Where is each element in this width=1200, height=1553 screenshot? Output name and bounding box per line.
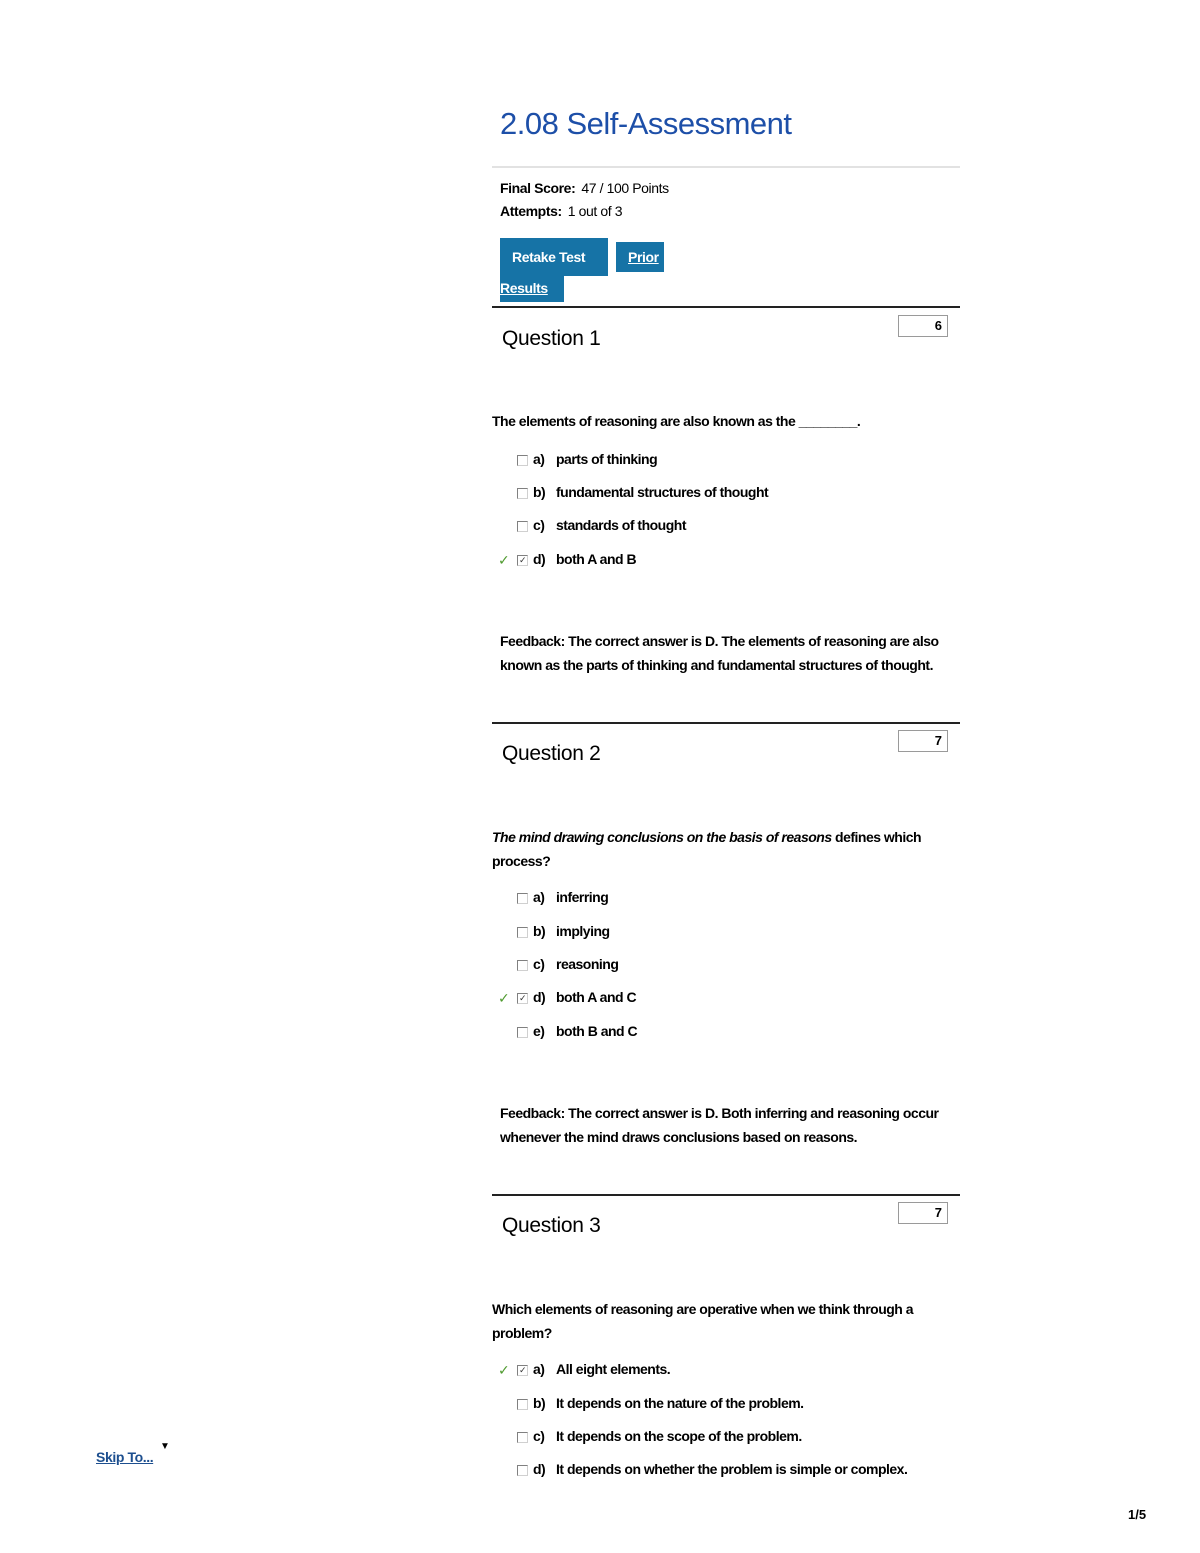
answer-option: [492, 484, 960, 504]
question-prompt-rest: defines which process?: [492, 829, 922, 869]
checkbox-icon: [517, 893, 528, 904]
checkbox-icon: [517, 1465, 528, 1476]
option-text: standards of thought: [556, 517, 686, 533]
final-score-value: 47 / 100 Points: [581, 180, 669, 196]
option-text: implying: [556, 923, 610, 939]
page-number: 1/5: [1128, 1507, 1147, 1522]
option-letter: d): [533, 989, 546, 1005]
question-prompt-italic: The mind drawing conclusions on the basis of reasons: [492, 829, 832, 845]
answer-option-correct: [492, 989, 960, 1009]
question-title: Question 1: [502, 327, 601, 350]
option-letter: c): [533, 517, 545, 533]
question-divider: [492, 306, 960, 308]
points-field: 6: [898, 315, 948, 337]
page-title: 2.08 Self-Assessment: [500, 106, 792, 141]
feedback-text: The correct answer is D. The elements of reasoning are also known as the parts of thinking and fundamental structures of thought.: [500, 633, 939, 673]
checkbox-icon: [517, 1399, 528, 1410]
checkmark-icon: ✓: [498, 1362, 510, 1378]
feedback: [500, 1101, 952, 1149]
answer-option: [492, 517, 960, 537]
answer-option: [492, 1461, 960, 1481]
option-text: It depends on the nature of the problem.: [556, 1395, 804, 1411]
option-text: reasoning: [556, 956, 619, 972]
checkbox-icon: [517, 927, 528, 938]
question-prompt: The elements of reasoning are also known as the ________.: [492, 413, 861, 429]
prior-results-button[interactable]: Prior: [616, 242, 664, 272]
title-divider: [492, 166, 960, 168]
option-text: parts of thinking: [556, 451, 658, 467]
checkbox-icon: [517, 1432, 528, 1443]
answer-option: [492, 923, 960, 943]
checkbox-checked-icon: ✓: [518, 1365, 527, 1375]
option-letter: a): [533, 889, 545, 905]
answer-option: [492, 1023, 960, 1043]
checkbox-icon: [517, 521, 528, 532]
question-title: Question 3: [502, 1214, 601, 1237]
checkbox-icon: [517, 455, 528, 466]
answer-option: [492, 451, 960, 471]
final-score: [500, 180, 669, 196]
answer-option: [492, 1428, 960, 1448]
feedback-label: Feedback:: [500, 1105, 565, 1121]
checkmark-icon: ✓: [498, 990, 510, 1006]
option-text: All eight elements.: [556, 1361, 671, 1377]
option-letter: b): [533, 484, 546, 500]
points-field: 7: [898, 1202, 948, 1224]
answer-option: [492, 889, 960, 909]
attempts-value: 1 out of 3: [567, 203, 623, 219]
caret-down-icon[interactable]: ▼: [160, 1441, 170, 1452]
points-field: 7: [898, 730, 948, 752]
question-title: Question 2: [502, 742, 601, 765]
option-text: fundamental structures of thought: [556, 484, 769, 500]
question-prompt: [492, 825, 958, 873]
answer-option-correct: [492, 551, 960, 571]
checkbox-icon: [517, 1027, 528, 1038]
final-score-label: Final Score:: [500, 180, 576, 196]
question-prompt: Which elements of reasoning are operative when we think through a problem?: [492, 1301, 914, 1341]
question-divider: [492, 1194, 960, 1196]
retake-test-button[interactable]: Retake Test: [500, 238, 608, 276]
option-text: It depends on whether the problem is simple or complex.: [556, 1461, 908, 1477]
option-letter: a): [533, 1361, 545, 1377]
answer-option: [492, 956, 960, 976]
option-letter: d): [533, 551, 546, 567]
option-text: both B and C: [556, 1023, 638, 1039]
question-divider: [492, 722, 960, 724]
checkbox-icon: [517, 960, 528, 971]
option-text: It depends on the scope of the problem.: [556, 1428, 802, 1444]
option-letter: c): [533, 956, 545, 972]
checkmark-icon: ✓: [498, 552, 510, 568]
option-letter: b): [533, 1395, 546, 1411]
option-letter: a): [533, 451, 545, 467]
option-text: inferring: [556, 889, 609, 905]
attempts: [500, 203, 622, 219]
checkbox-checked-icon: ✓: [518, 555, 527, 565]
feedback-label: Feedback:: [500, 633, 565, 649]
attempts-label: Attempts:: [500, 203, 562, 219]
skip-to-link[interactable]: Skip To...: [96, 1449, 154, 1465]
checkbox-checked-icon: ✓: [518, 993, 527, 1003]
option-letter: d): [533, 1461, 546, 1477]
answer-option: [492, 1395, 960, 1415]
option-text: both A and B: [556, 551, 637, 567]
option-letter: b): [533, 923, 546, 939]
option-letter: e): [533, 1023, 545, 1039]
feedback: [500, 629, 952, 677]
answer-option-correct: [492, 1361, 960, 1381]
feedback-text: The correct answer is D. Both inferring and reasoning occur whenever the mind draws conclusions based on reasons.: [500, 1105, 939, 1145]
checkbox-icon: [517, 488, 528, 499]
option-text: both A and C: [556, 989, 637, 1005]
prior-results-button-wrap[interactable]: Results: [500, 276, 564, 302]
option-letter: c): [533, 1428, 545, 1444]
